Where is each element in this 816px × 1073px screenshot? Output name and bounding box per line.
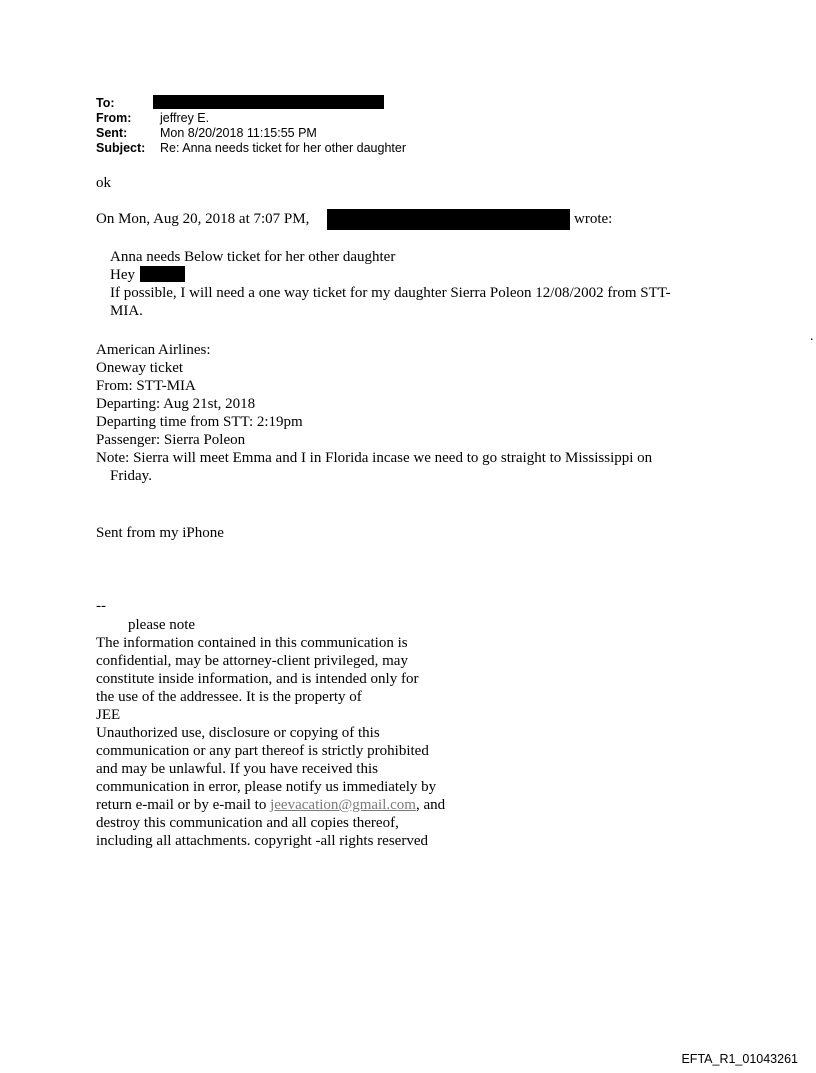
details-line-4: Departing: Aug 21st, 2018 [96, 396, 256, 412]
email-suffix: , and [415, 797, 446, 813]
details-line-1: American Airlines: [96, 342, 211, 358]
quoted-line-1: Anna needs Below ticket for her other daughter [110, 249, 396, 265]
quote-intro-start: On Mon, Aug 20, 2018 at 7:07 PM, [96, 211, 310, 227]
disclaimer-line-6: Unauthorized use, disclosure or copying of this [96, 725, 380, 741]
sent-value: Mon 8/20/2018 11:15:55 PM [160, 126, 317, 140]
disclaimer-line-12: including all attachments. copyright -all rights reserved [96, 833, 428, 849]
quoted-line-4: MIA. [110, 303, 143, 319]
email-prefix: return e-mail or by e-mail to [96, 797, 267, 813]
redacted-recipient [153, 95, 384, 109]
details-line-7: Note: Sierra will meet Emma and I in Florida incase we need to go straight to Mississippi on [96, 450, 653, 466]
disclaimer-line-8: and may be unlawful. If you have received this [96, 761, 378, 777]
disclaimer-please-note: please note [128, 617, 196, 633]
from-value: jeffrey E. [160, 111, 210, 125]
disclaimer-line-2: confidential, may be attorney-client privileged, may [96, 653, 408, 669]
disclaimer-line-11: destroy this communication and all copies thereof, [96, 815, 399, 831]
details-line-3: From: STT-MIA [96, 378, 196, 394]
quoted-line-3: If possible, I will need a one way ticket for my daughter Sierra Poleon 12/08/2002 from STT- [110, 285, 671, 301]
disclaimer-line-5: JEE [96, 707, 121, 723]
quote-intro-end: wrote: [574, 211, 613, 227]
disclaimer-line-4: the use of the addressee. It is the property of [96, 689, 362, 705]
details-line-2: Oneway ticket [96, 360, 184, 376]
signature: Sent from my iPhone [96, 525, 224, 541]
reply-text: ok [96, 175, 111, 191]
margin-mark: . [810, 329, 814, 344]
disclaimer-line-7: communication or any part thereof is strictly prohibited [96, 743, 429, 759]
sent-label: Sent: [96, 126, 128, 140]
subject-value: Re: Anna needs ticket for her other daughter [160, 141, 406, 155]
details-line-5: Departing time from STT: 2:19pm [96, 414, 303, 430]
details-line-6: Passenger: Sierra Poleon [96, 432, 246, 448]
from-label: From: [96, 111, 132, 125]
redacted-sender [327, 209, 570, 230]
email-header [0, 96, 816, 160]
document-id: EFTA_R1_01043261 [681, 1052, 798, 1066]
disclaimer-line-3: constitute inside information, and is intended only for [96, 671, 419, 687]
details-line-8: Friday. [110, 468, 152, 484]
disclaimer-line-9: communication in error, please notify us immediately by [96, 779, 437, 795]
disclaimer-dashes: -- [96, 598, 106, 614]
email-link[interactable]: jeevacation@gmail.com [270, 797, 416, 813]
disclaimer-email-line [96, 796, 445, 814]
redacted-name [140, 266, 185, 282]
to-label: To: [96, 96, 115, 110]
disclaimer-line-1: The information contained in this communication is [96, 635, 408, 651]
quoted-hey: Hey [110, 267, 135, 283]
subject-label: Subject: [96, 141, 146, 155]
